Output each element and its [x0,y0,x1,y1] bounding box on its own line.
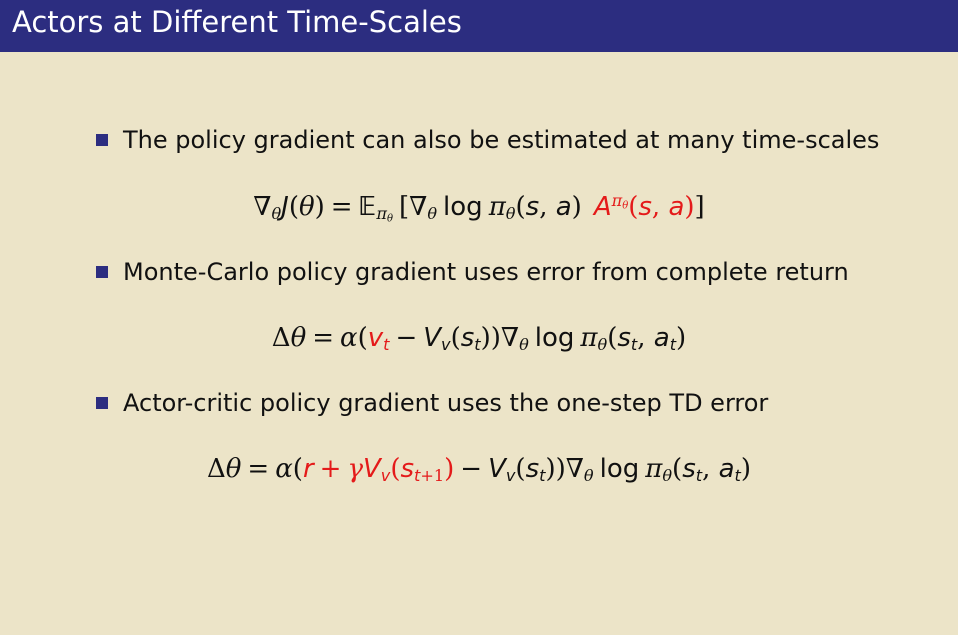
equation-monte-carlo: $\Delta\theta = \alpha(v_t - V_v(s_t))\nabla_\theta$ $\log \pi_\theta(s_t$, $a_t$) [271,323,687,355]
bullet-actor-critic [96,389,768,417]
equation-policy-gradient: $\nabla_\theta J(\theta)$ = 𝔼$_{\pi_\theta}$ [$\nabla_\theta$ $\log \pi_\theta(s$, a) $A^{\pi_\theta}(s$, a)] [253,191,705,225]
equation-actor-critic: $\Delta\theta = \alpha(r + \gamma V_v(s_{t+1}) - V_v(s_t))\nabla_\theta$ $\log \pi_\theta(s_t$, $a_t$) [206,454,752,486]
bullet-text: Monte-Carlo policy gradient uses error from complete return [123,258,849,286]
bullet-text: The policy gradient can also be estimated at many time-scales [123,126,880,154]
bullet-square-icon [96,266,108,278]
bullet-policy-gradient [96,126,879,154]
bullet-square-icon [96,134,108,146]
slide-title: Actors at Different Time-Scales [0,0,958,52]
bullet-text: Actor-critic policy gradient uses the one-step TD error [123,389,769,417]
bullet-monte-carlo [96,258,849,286]
bullet-square-icon [96,397,108,409]
